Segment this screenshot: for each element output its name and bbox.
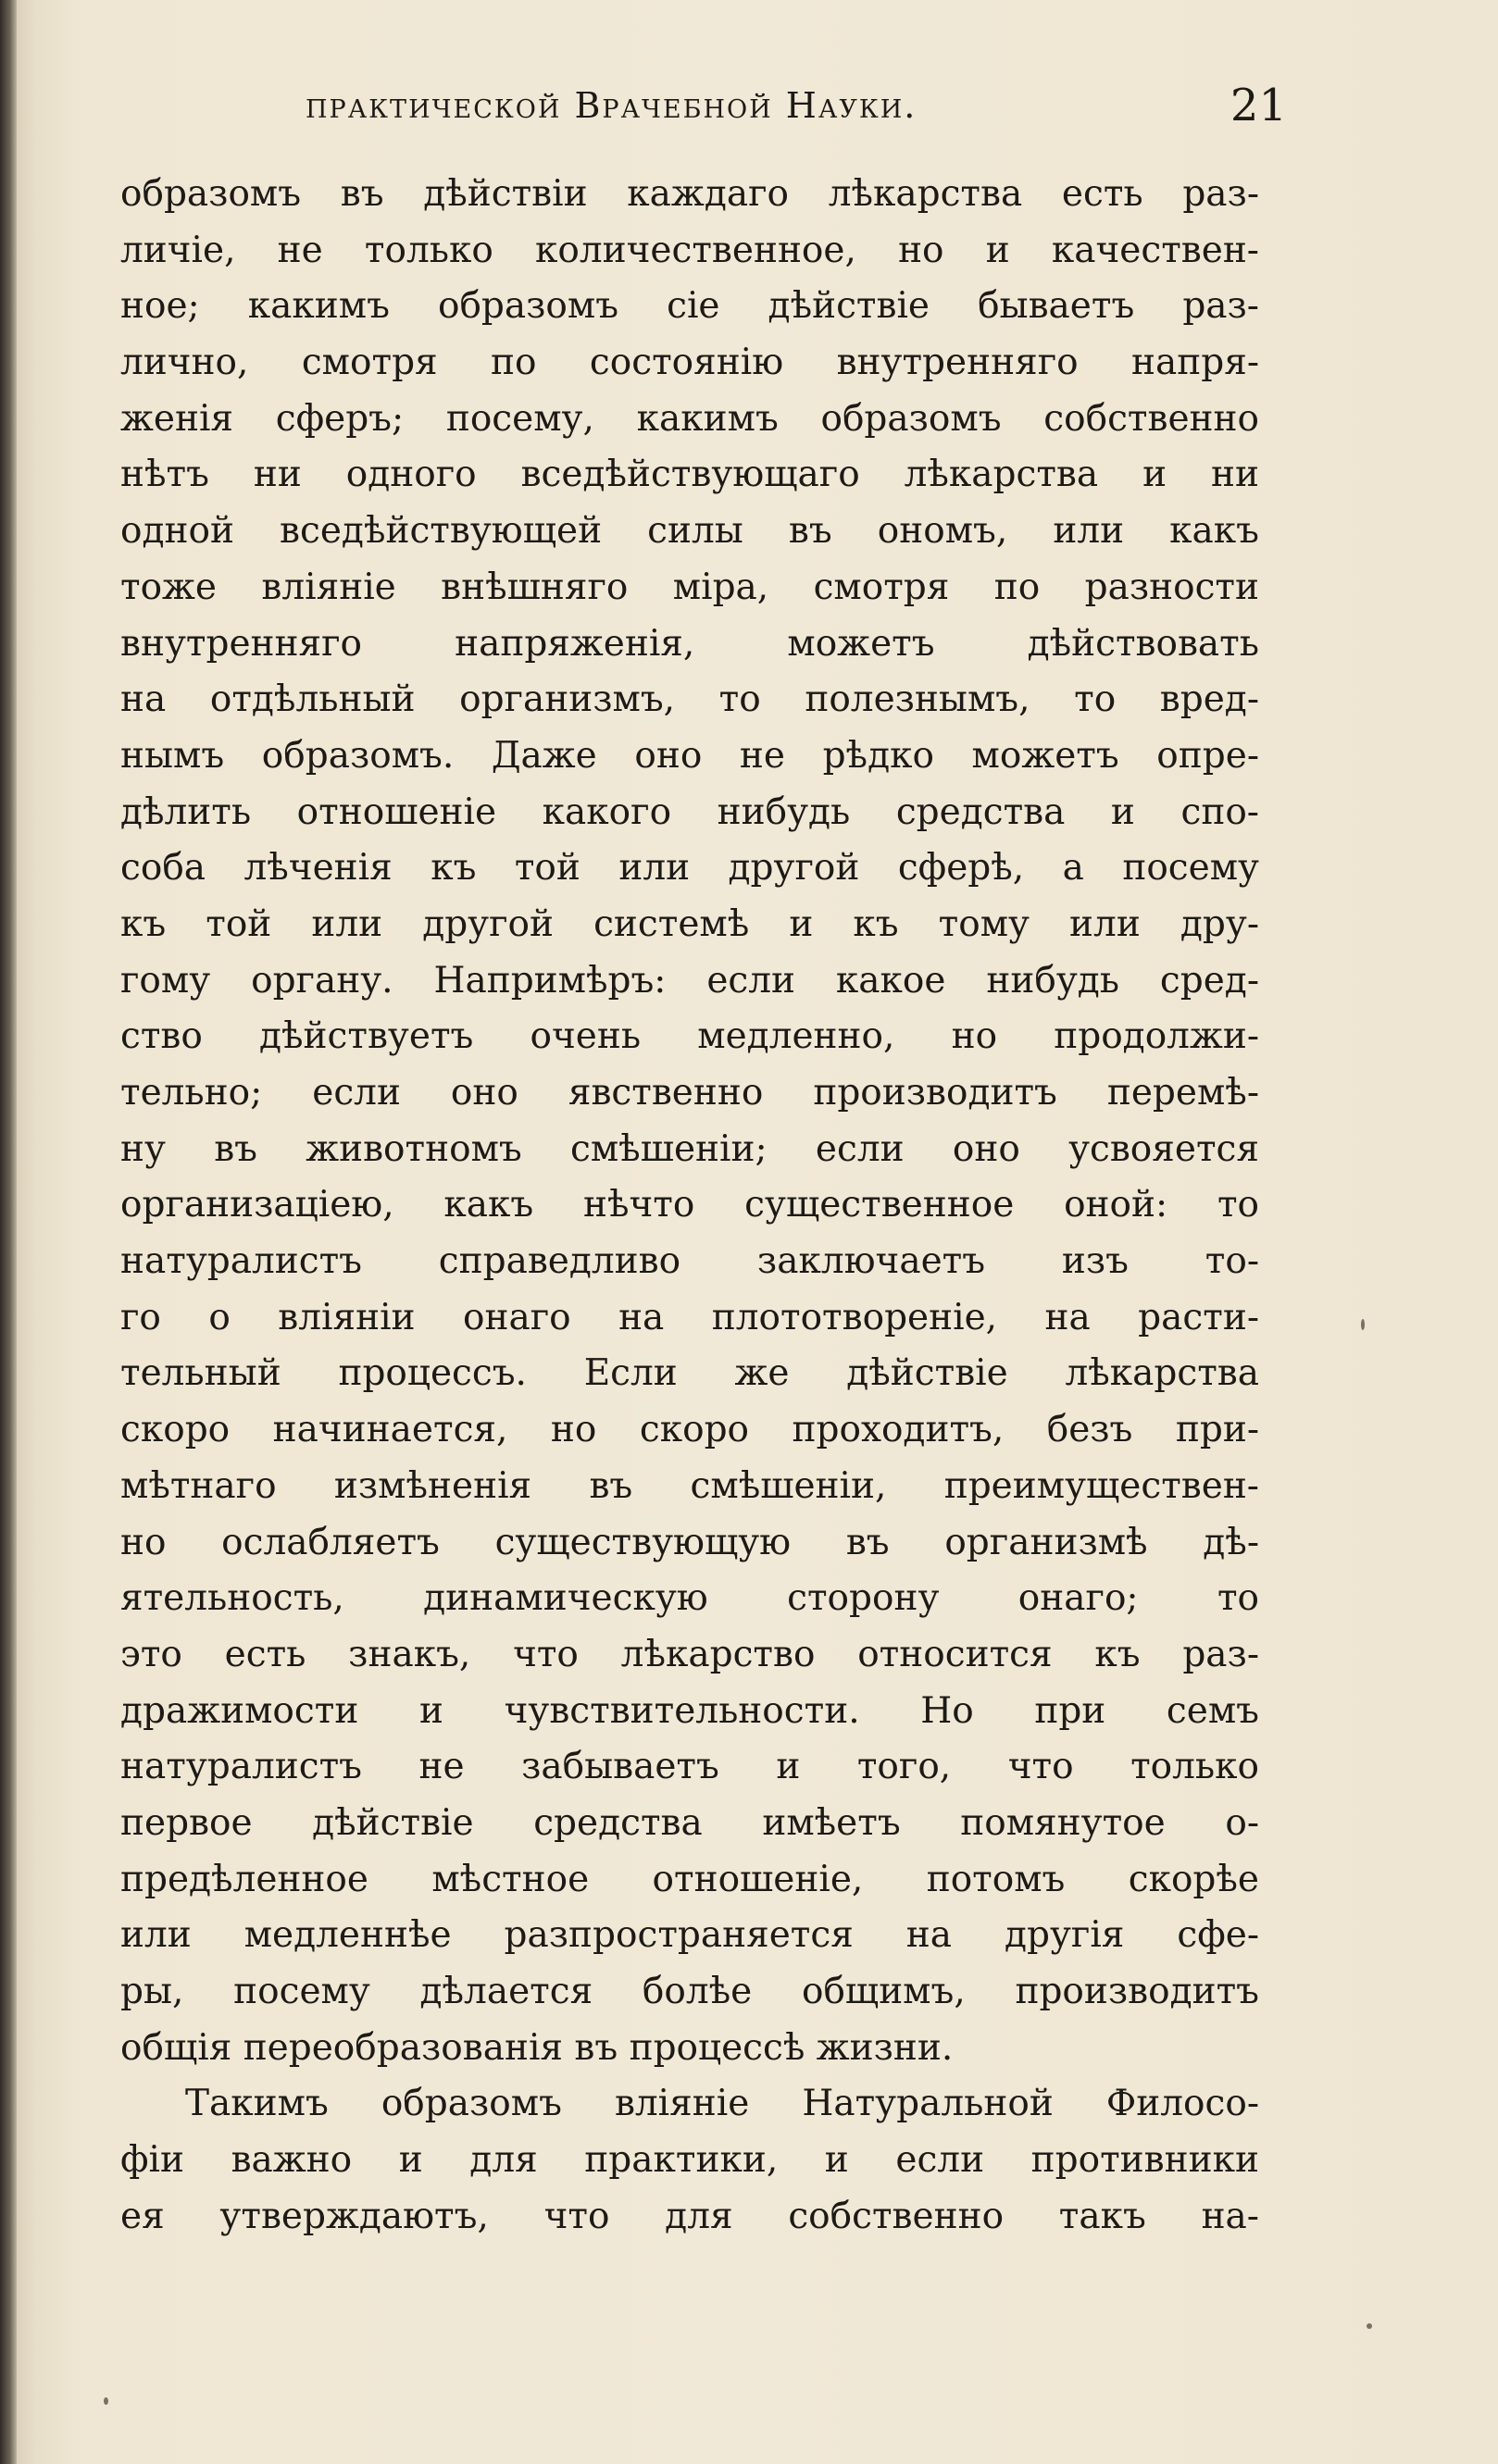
page-number: 21 — [1230, 80, 1287, 131]
text-line: фіи важно и для практики, и если противники — [120, 2139, 1259, 2182]
text-line: ное; какимъ образомъ сіе дѣйствіе бываетъ раз- — [120, 285, 1259, 328]
text-line: или медленнѣе разпространяется на другія сфе- — [120, 1914, 1259, 1957]
text-line: одной вседѣйствующей силы въ ономъ, или какъ — [120, 510, 1259, 553]
paragraph-end-line: общія переобразованія въ процессѣ жизни. — [120, 2026, 954, 2069]
paper-speck — [104, 2397, 108, 2405]
paragraph-start-line: Такимъ образомъ вліяніе Натуральной Филосо- — [185, 2083, 1259, 2125]
text-line: это есть знакъ, что лѣкарство относится къ раз- — [120, 1633, 1259, 1675]
text-line: ятельность, динамическую сторону онаго; то — [120, 1577, 1259, 1620]
text-line: внутренняго напряженія, можетъ дѣйствовать — [120, 622, 1259, 665]
text-line: къ той или другой системѣ и къ тому или дру- — [120, 902, 1259, 945]
text-line: дѣлить отношеніе какого нибудь средства и спо- — [120, 790, 1259, 833]
text-line: но ослабляетъ существующую въ организмѣ дѣ- — [120, 1521, 1259, 1563]
paper-speck — [1367, 2323, 1372, 2329]
page-header — [306, 80, 1287, 141]
text-line: тоже вліяніе внѣшняго міра, смотря по разности — [120, 566, 1259, 608]
running-title: практической Врачебной Науки. — [306, 85, 918, 126]
text-line: на отдѣльный организмъ, то полезнымъ, то вред- — [120, 678, 1259, 721]
text-line: дражимости и чувствительности. Но при семъ — [120, 1689, 1259, 1732]
text-line: предѣленное мѣстное отношеніе, потомъ скорѣе — [120, 1858, 1259, 1900]
text-line: мѣтнаго измѣненія въ смѣшеніи, преимуществен- — [120, 1464, 1259, 1507]
body-text — [120, 167, 1259, 2245]
text-line: скоро начинается, но скоро проходитъ, безъ при- — [120, 1409, 1259, 1451]
text-line: го о вліяніи онаго на плототвореніе, на расти- — [120, 1296, 1259, 1338]
text-line: ры, посему дѣлается болѣе общимъ, производитъ — [120, 1971, 1259, 2012]
book-spine-shadow — [0, 0, 17, 2464]
text-line: ну въ животномъ смѣшеніи; если оно усвояется — [120, 1127, 1259, 1170]
text-line: тельный процессъ. Если же дѣйствіе лѣкарства — [120, 1352, 1259, 1395]
text-line: лично, смотря по состоянію внутренняго напря- — [120, 342, 1259, 384]
text-line: гому органу. Напримѣръ: если какое нибудь сред- — [120, 959, 1259, 1002]
text-line: личіе, не только количественное, но и качествен- — [120, 229, 1259, 271]
text-line: ство дѣйствуетъ очень медленно, но продолжи- — [120, 1015, 1259, 1058]
text-line: ея утверждаютъ, что для собственно такъ на- — [120, 2195, 1259, 2237]
paper-speck — [1361, 1319, 1365, 1330]
text-line: первое дѣйствіе средства имѣетъ помянутое о- — [120, 1801, 1259, 1844]
text-line: организаціею, какъ нѣчто существенное оной: то — [120, 1184, 1259, 1226]
text-line: образомъ въ дѣйствіи каждаго лѣкарства есть раз- — [120, 173, 1259, 215]
text-line: тельно; если оно явственно производитъ перемѣ- — [120, 1072, 1259, 1114]
text-line: натуралистъ справедливо заключаетъ изъ то- — [120, 1240, 1259, 1283]
text-line: женія сферъ; посему, какимъ образомъ собственно — [120, 397, 1259, 440]
text-line: нѣтъ ни одного вседѣйствующаго лѣкарства и ни — [120, 454, 1259, 496]
text-line: нымъ образомъ. Даже оно не рѣдко можетъ опре- — [120, 734, 1259, 777]
text-line: натуралистъ не забываетъ и того, что только — [120, 1746, 1259, 1788]
text-line: соба лѣченія къ той или другой сферѣ, а посему — [120, 847, 1259, 890]
